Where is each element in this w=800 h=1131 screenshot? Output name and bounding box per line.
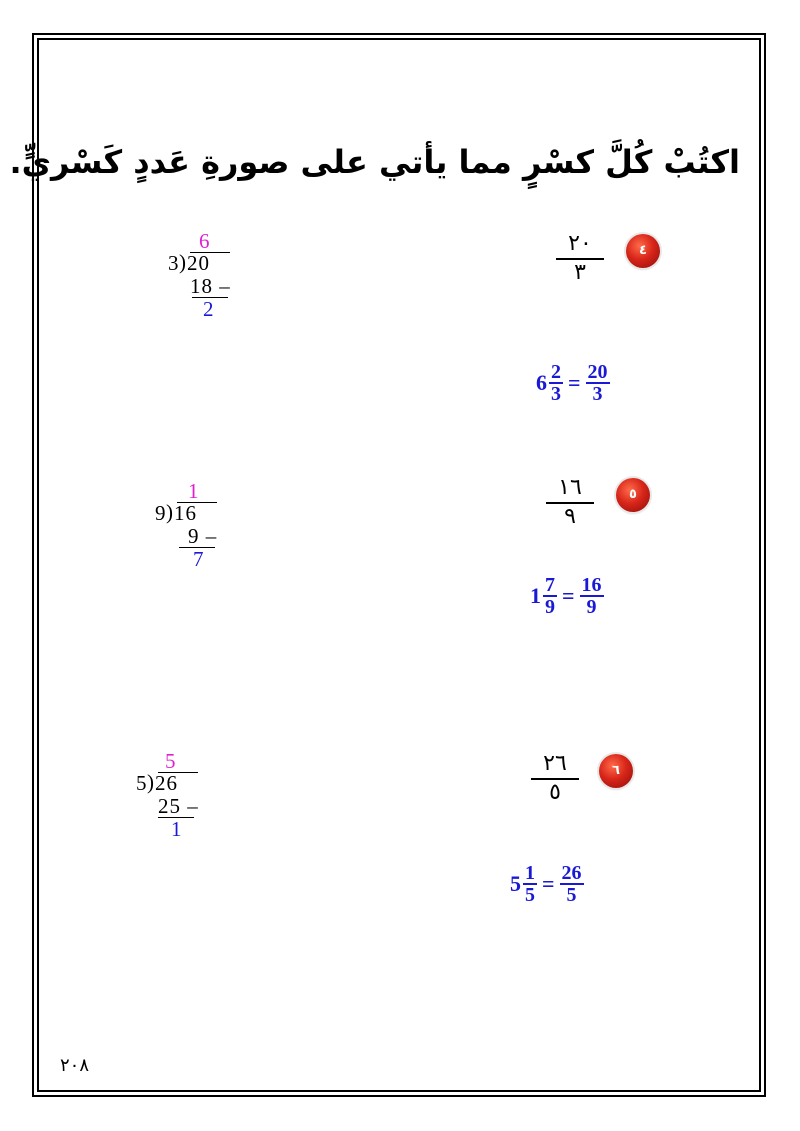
answer-whole: 6	[536, 370, 547, 395]
equals-sign: =	[562, 583, 575, 608]
answer-fraction-numerator: 1	[525, 862, 535, 884]
subtrahend: 18 –	[190, 274, 231, 298]
exercise-instruction: اكتُبْ كُلَّ كسْرٍ مما يأتي على صورةِ عَددٍ كَسْريٍّ.	[9, 143, 740, 181]
question-fraction	[542, 476, 598, 529]
answer-fraction	[523, 863, 537, 905]
improper-fraction	[580, 575, 604, 617]
quotient: 5	[165, 749, 176, 773]
divisor: 5	[136, 771, 147, 795]
division-bracket: )	[179, 250, 186, 274]
question-fraction	[527, 752, 583, 805]
answer-fraction-denominator: 5	[525, 884, 535, 906]
answer-whole: 5	[510, 871, 521, 896]
fraction-denominator: ٣	[574, 260, 586, 285]
problem-number-badge: ٥	[616, 478, 650, 512]
answer-fraction	[543, 575, 557, 617]
quotient: 6	[199, 229, 210, 253]
fraction-numerator: ٢٠	[568, 231, 592, 256]
mixed-number-answer	[530, 575, 604, 617]
remainder: 2	[203, 297, 214, 321]
dividend: 26	[155, 771, 178, 795]
improper-fraction-denominator: 9	[586, 596, 597, 618]
fraction-denominator: ٥	[549, 780, 561, 805]
problem-number-badge: ٦	[599, 754, 633, 788]
dividend: 20	[187, 251, 210, 275]
answer-fraction-denominator: 9	[545, 596, 555, 618]
fraction-numerator: ٢٦	[543, 751, 567, 776]
divisor: 3	[168, 251, 179, 275]
division-bracket: )	[147, 770, 154, 794]
equals-sign: =	[542, 871, 555, 896]
mixed-number-answer	[510, 863, 584, 905]
dividend: 16	[174, 501, 197, 525]
subtrahend: 25 –	[158, 794, 199, 818]
improper-fraction-denominator: 5	[566, 884, 577, 906]
improper-fraction-denominator: 3	[592, 383, 603, 405]
improper-fraction-numerator: 26	[561, 862, 582, 884]
equals-sign: =	[568, 370, 581, 395]
answer-fraction-numerator: 7	[545, 574, 555, 596]
long-division-working	[168, 230, 248, 325]
remainder: 7	[193, 547, 204, 571]
divisor: 9	[155, 501, 166, 525]
page-number: ٢٠٨	[60, 1055, 90, 1076]
subtrahend: 9 –	[188, 524, 218, 548]
improper-fraction	[586, 362, 610, 404]
fraction-numerator: ١٦	[558, 475, 582, 500]
question-fraction	[552, 232, 608, 285]
improper-fraction-numerator: 16	[581, 574, 602, 596]
problem-number-badge: ٤	[626, 234, 660, 268]
answer-whole: 1	[530, 583, 541, 608]
page-border-inner	[9, 38, 761, 1092]
long-division-working	[155, 480, 235, 575]
improper-fraction-numerator: 20	[587, 361, 608, 383]
long-division-working	[136, 750, 216, 845]
improper-fraction	[560, 863, 584, 905]
answer-fraction-numerator: 2	[551, 361, 561, 383]
division-bracket: )	[166, 500, 173, 524]
answer-fraction-denominator: 3	[551, 383, 561, 405]
mixed-number-answer	[536, 362, 610, 404]
answer-fraction	[549, 362, 563, 404]
remainder: 1	[171, 817, 182, 841]
fraction-denominator: ٩	[564, 504, 576, 529]
quotient: 1	[188, 479, 199, 503]
